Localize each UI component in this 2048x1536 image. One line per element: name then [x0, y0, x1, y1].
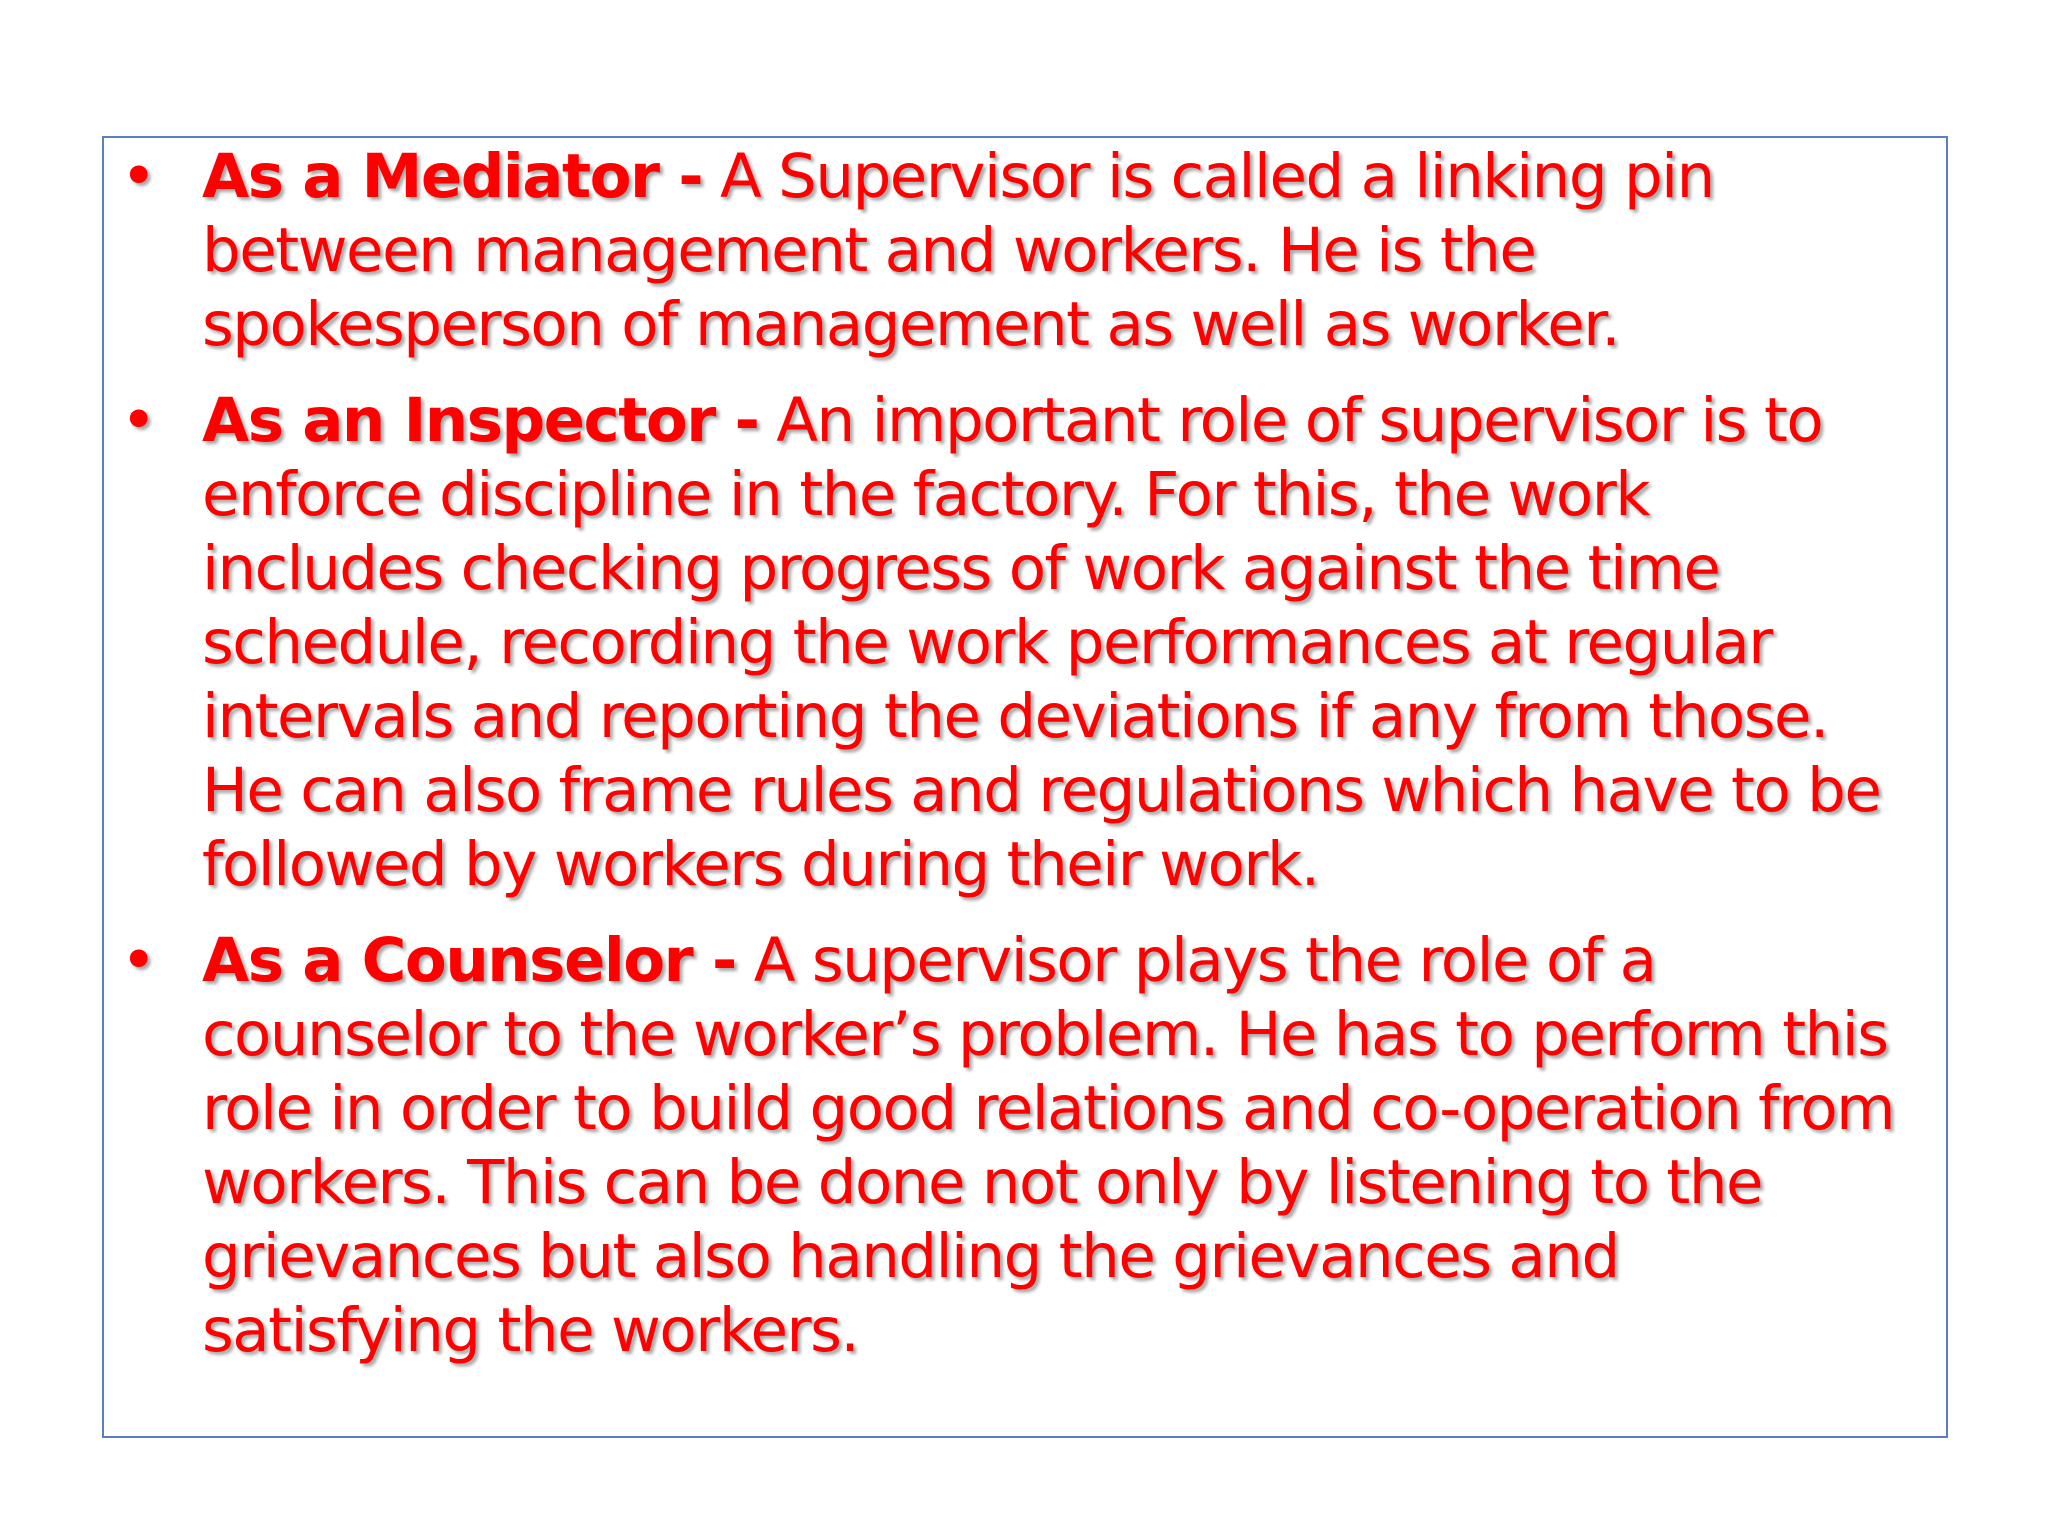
bullet-heading: As an Inspector -	[202, 385, 759, 456]
bullet-heading: As a Mediator -	[202, 141, 703, 212]
bullet-item-inspector	[118, 384, 1898, 902]
bullet-dot-icon: •	[120, 925, 156, 996]
bullet-list	[118, 140, 1898, 1390]
bullet-text: An important role of supervisor is to enforce discipline in the factory. For this, the work includes checking progress of work against the time schedule, recording the work performances at regular intervals and reporting the deviations if any from those. He can also frame rules and regulations which have to be followed by workers during their work.	[202, 385, 1881, 900]
bullet-item-mediator	[118, 140, 1898, 362]
bullet-text: A Supervisor is called a linking pin between management and workers. He is the spokesperson of management as well as worker.	[202, 141, 1714, 360]
bullet-dot-icon: •	[120, 385, 156, 456]
bullet-text: A supervisor plays the role of a counselor to the worker’s problem. He has to perform this role in order to build good relations and co-operation from workers. This can be done not only by listening to the grievances but also handling the grievances and satisfying the workers.	[202, 925, 1895, 1366]
bullet-item-counselor	[118, 924, 1898, 1368]
bullet-dot-icon: •	[120, 141, 156, 212]
bullet-heading: As a Counselor -	[202, 925, 736, 996]
